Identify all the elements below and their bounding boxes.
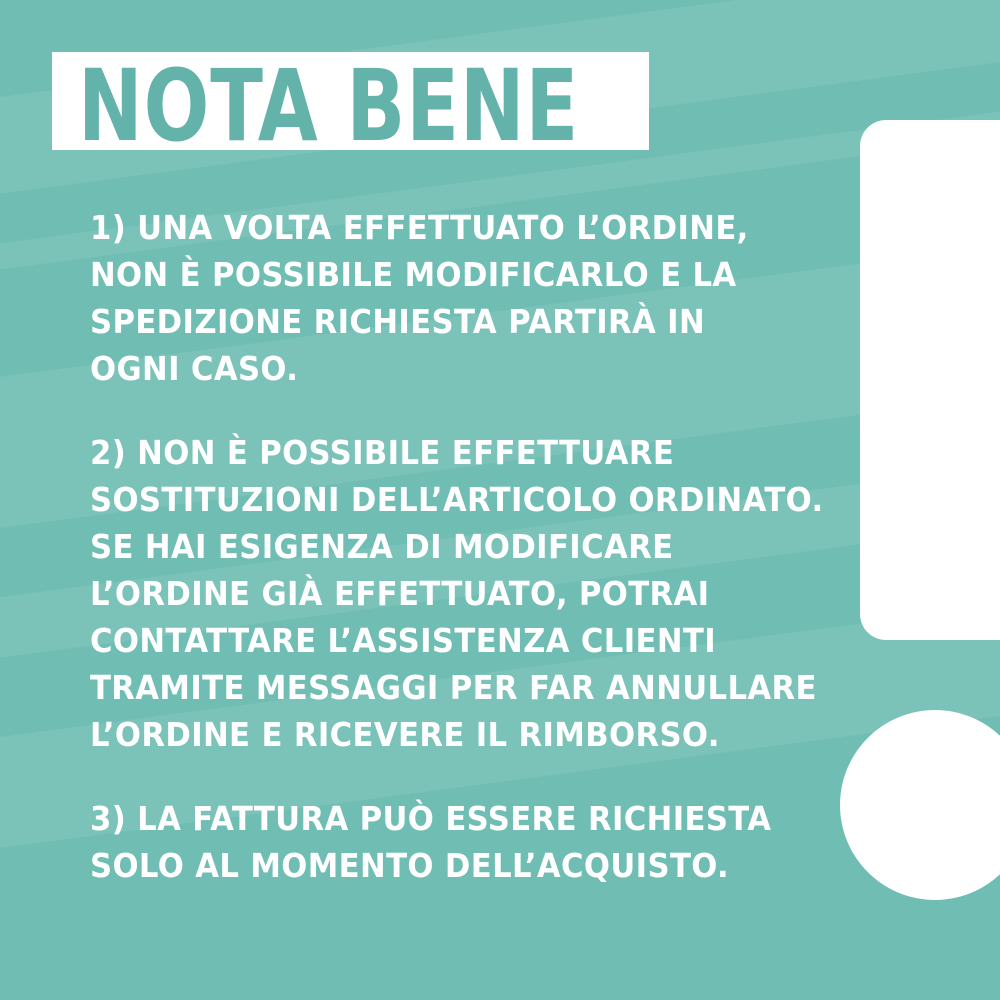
list-item (90, 796, 825, 890)
list-item-number: 3) (90, 799, 127, 839)
list-item (90, 430, 825, 758)
list-item-text: LA FATTURA PUÒ ESSERE RICHIESTA SOLO AL MOMENTO DELL’ACQUISTO. (90, 799, 772, 886)
notes-list (90, 205, 850, 928)
list-item-number: 1) (90, 208, 127, 247)
list-item (90, 205, 769, 392)
list-item-text: NON È POSSIBILE EFFETTUARE SOSTITUZIONI DELL’ARTICOLO ORDINATO. SE HAI ESIGENZA DI MODIFICARE L’ORDINE GIÀ EFFETTUATO, POTRAI CONTATTARE L’ASSISTENZA CLIENTI TRAMITE MESSAGGI PER FAR ANNULLARE L’ORDINE E RICEVERE IL RIMBORSO. (90, 433, 824, 754)
list-item-number: 2) (90, 433, 127, 473)
title-box (52, 47, 649, 164)
exclamation-mark-icon (860, 120, 1000, 640)
page-title: NOTA BENE (78, 47, 580, 164)
list-item-text: UNA VOLTA EFFETTUATO L’ORDINE, NON È POSSIBILE MODIFICARLO E LA SPEDIZIONE RICHIESTA PARTIRÀ IN OGNI CASO. (90, 208, 749, 388)
exclamation-dot-icon (840, 710, 1000, 900)
